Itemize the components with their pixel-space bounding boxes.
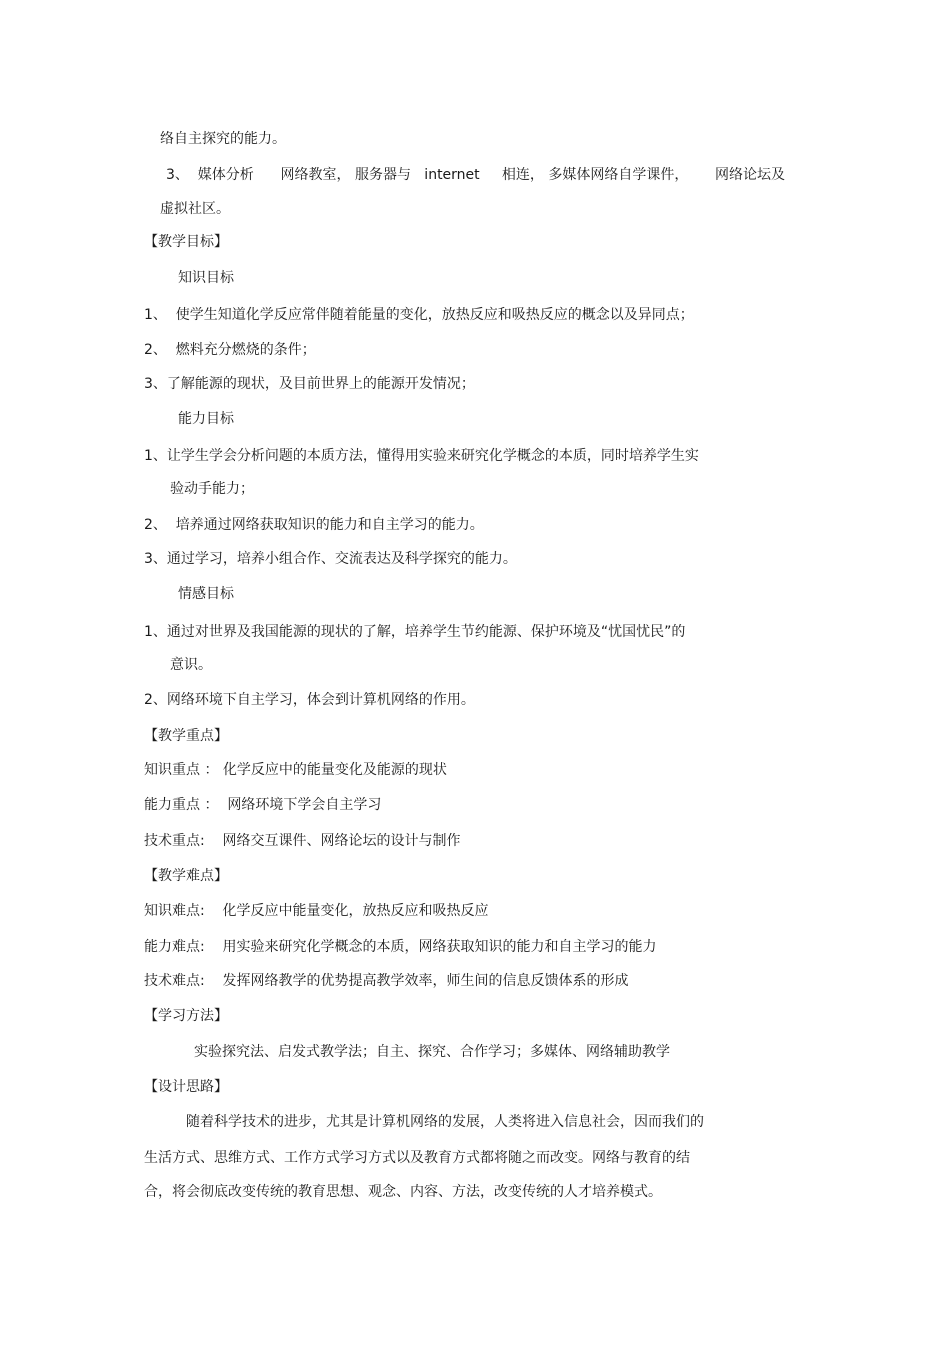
subsection-heading: 情感目标 xyxy=(178,586,234,602)
text-line: 2、 培养通过网络获取知识的能力和自主学习的能力。 xyxy=(144,517,484,533)
text-line: 2、 燃料充分燃烧的条件； xyxy=(144,342,316,358)
section-heading: 【教学难点】 xyxy=(144,868,228,884)
text-line: 2、网络环境下自主学习，体会到计算机网络的作用。 xyxy=(144,692,475,708)
text-line: 络自主探究的能力。 xyxy=(160,131,286,147)
section-heading: 【设计思路】 xyxy=(144,1079,228,1095)
subsection-heading: 知识目标 xyxy=(178,270,234,286)
subsection-heading: 能力目标 xyxy=(178,411,234,427)
text-line: 技术难点: 发挥网络教学的优势提高教学效率，师生间的信息反馈体系的形成 xyxy=(144,973,629,989)
text-line: 3、了解能源的现状，及目前世界上的能源开发情况； xyxy=(144,376,475,392)
section-heading: 【学习方法】 xyxy=(144,1008,228,1024)
text-line: 实验探究法、启发式教学法；自主、探究、合作学习；多媒体、网络辅助教学 xyxy=(194,1044,670,1060)
text-line: 1、让学生学会分析问题的本质方法，懂得用实验来研究化学概念的本质，同时培养学生实 xyxy=(144,448,699,464)
section-heading: 【教学重点】 xyxy=(144,728,228,744)
text-line: 意识。 xyxy=(170,657,212,673)
section-heading: 【教学目标】 xyxy=(144,234,228,250)
text-line: 3、 媒体分析 网络教室， 服务器与 internet 相连， 多媒体网络自学课件， 网络论坛及 xyxy=(166,167,786,183)
text-line: 虚拟社区。 xyxy=(160,201,230,217)
text-line: 知识难点: 化学反应中能量变化，放热反应和吸热反应 xyxy=(144,903,489,919)
text-line: 能力重点 ： 网络环境下学会自主学习 xyxy=(144,797,382,813)
text-line: 合，将会彻底改变传统的教育思想、观念、内容、方法，改变传统的人才培养模式。 xyxy=(144,1184,662,1200)
text-line: 生活方式、思维方式、工作方式学习方式以及教育方式都将随之而改变。网络与教育的结 xyxy=(144,1150,690,1166)
text-line: 1、 使学生知道化学反应常伴随着能量的变化，放热反应和吸热反应的概念以及异同点； xyxy=(144,307,694,323)
text-line: 1、通过对世界及我国能源的现状的了解，培养学生节约能源、保护环境及“忧国忧民”的 xyxy=(144,624,686,640)
text-line: 随着科学技术的进步，尤其是计算机网络的发展，人类将进入信息社会，因而我们的 xyxy=(186,1114,704,1130)
text-line: 能力难点: 用实验来研究化学概念的本质，网络获取知识的能力和自主学习的能力 xyxy=(144,939,657,955)
text-line: 知识重点 ： 化学反应中的能量变化及能源的现状 xyxy=(144,762,447,778)
text-line: 3、通过学习，培养小组合作、交流表达及科学探究的能力。 xyxy=(144,551,517,567)
text-line: 验动手能力； xyxy=(170,481,254,497)
text-line: 技术重点: 网络交互课件、网络论坛的设计与制作 xyxy=(144,833,461,849)
